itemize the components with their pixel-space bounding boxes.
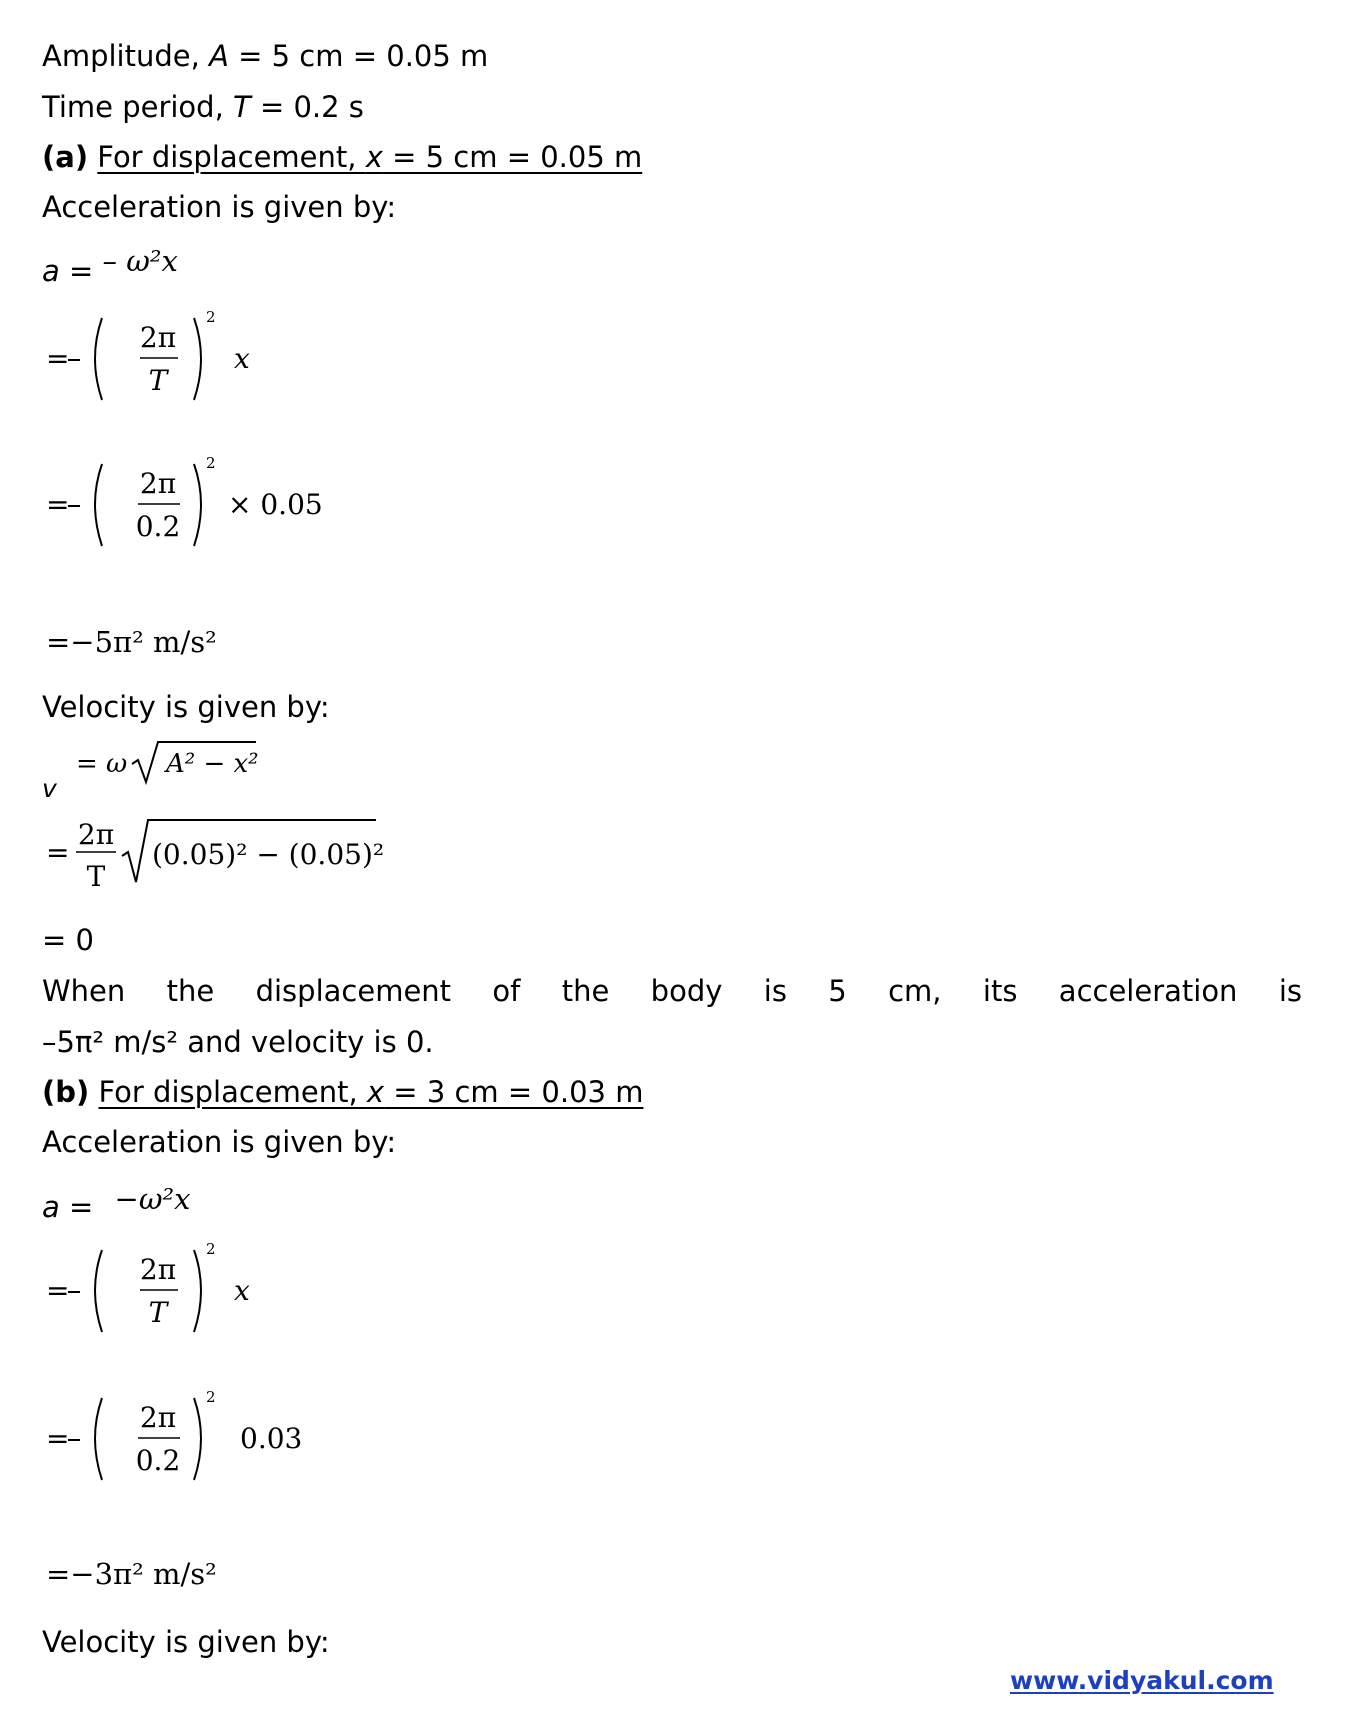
part-b-vel-intro: Velocity is given by: [42,1625,330,1659]
part-b-accel-result: =−3π² m/s² [46,1557,217,1591]
part-a-vel-formula [74,738,274,794]
amplitude-label: Amplitude, [42,39,210,73]
part-b-condition-symbol: x [366,1075,385,1109]
part-a-vel-step [44,812,404,896]
part-a-vel-step-den: T [86,860,106,893]
part-a-step1-tail: x [234,342,250,375]
part-b-step2-tail: 0.03 [240,1422,303,1455]
part-a-vel-result: = 0 [42,923,94,957]
conclusion-word: the [166,974,215,1008]
conclusion-word: is [1278,974,1302,1008]
part-b-condition-text: For displacement, [98,1075,367,1109]
svg-text:=: = [46,342,70,375]
part-a-conclusion-line1 [42,974,1302,1008]
part-a-condition [97,140,642,174]
amplitude-symbol: A [209,39,229,73]
conclusion-word: is [763,974,787,1008]
part-a-step1-den: T [148,364,168,397]
part-a-step1-num: 2π [139,321,177,354]
part-b-step1-tail: x [234,1274,250,1307]
part-a-vel-radicand: A² − x² [166,749,259,779]
part-b-accel-step1 [44,1240,264,1340]
part-b-step2-den: 0.2 [135,1444,181,1477]
part-b-accel-lhs: a = [42,1190,103,1224]
part-b-tag: (b) [42,1075,90,1109]
part-b-accel-step2 [44,1388,314,1496]
part-a-accel-step1 [44,308,264,408]
part-a-accel-step2 [44,454,334,562]
part-a-step2-den: 0.2 [135,510,181,543]
period-line [42,90,364,124]
part-b-step1-num: 2π [139,1253,177,1286]
part-a-accel-formula: – ω²x [102,244,178,278]
part-b-condition [99,1075,644,1109]
part-b-accel-formula: −ω²x [114,1182,191,1216]
conclusion-word: 5 [828,974,847,1008]
period-value: = 0.2 s [250,90,364,124]
part-a-vel-lhs: v [42,774,57,803]
amplitude-value: = 5 cm = 0.05 m [228,39,489,73]
amplitude-line [42,39,489,73]
part-a-accel-result: =−5π² m/s² [46,625,217,659]
conclusion-word: acceleration [1058,974,1238,1008]
part-a-accel-lhs: a = [42,254,103,288]
part-b-accel-intro: Acceleration is given by: [42,1125,397,1159]
part-a-condition-text: For displacement, [97,140,366,174]
part-b-step2-exp: 2 [206,1388,216,1406]
conclusion-word: body [650,974,723,1008]
part-a-step2-tail: × 0.05 [228,488,323,521]
part-a-vel-intro: Velocity is given by: [42,690,330,724]
part-a-heading [42,140,643,174]
part-a-condition-value: = 5 cm = 0.05 m [382,140,643,174]
svg-text:=: = [46,1274,70,1307]
part-a-condition-symbol: x [365,140,383,174]
svg-text:=: = [46,1422,70,1455]
part-b-condition-value: = 3 cm = 0.03 m [384,1075,644,1109]
svg-text:=: = [46,488,70,521]
part-b-step1-exp: 2 [206,1240,216,1258]
part-a-vel-step-radicand: (0.05)² − (0.05)² [152,838,385,871]
part-a-tag: (a) [42,140,89,174]
conclusion-word: its [982,974,1018,1008]
conclusion-word: When [42,974,126,1008]
part-a-accel-equation [42,244,178,288]
part-b-step2-num: 2π [139,1401,177,1434]
part-a-step2-exp: 2 [206,454,216,472]
conclusion-word: the [561,974,610,1008]
part-a-vel-prefix: = ω [76,749,128,779]
part-a-conclusion-line2: –5π² m/s² and velocity is 0. [42,1025,434,1059]
conclusion-word: cm, [888,974,942,1008]
conclusion-word: of [492,974,521,1008]
footer-website-link[interactable]: www.vidyakul.com [1010,1666,1274,1695]
part-a-step2-num: 2π [139,467,177,500]
part-b-heading [42,1075,644,1109]
part-a-accel-intro: Acceleration is given by: [42,190,397,224]
svg-text:=: = [46,836,70,869]
conclusion-word: displacement [255,974,452,1008]
period-symbol: T [233,90,251,124]
period-label: Time period, [42,90,234,124]
part-a-step1-exp: 2 [206,308,216,326]
part-a-vel-step-num: 2π [77,818,115,851]
part-b-step1-den: T [148,1296,168,1329]
part-b-accel-equation [42,1182,191,1224]
